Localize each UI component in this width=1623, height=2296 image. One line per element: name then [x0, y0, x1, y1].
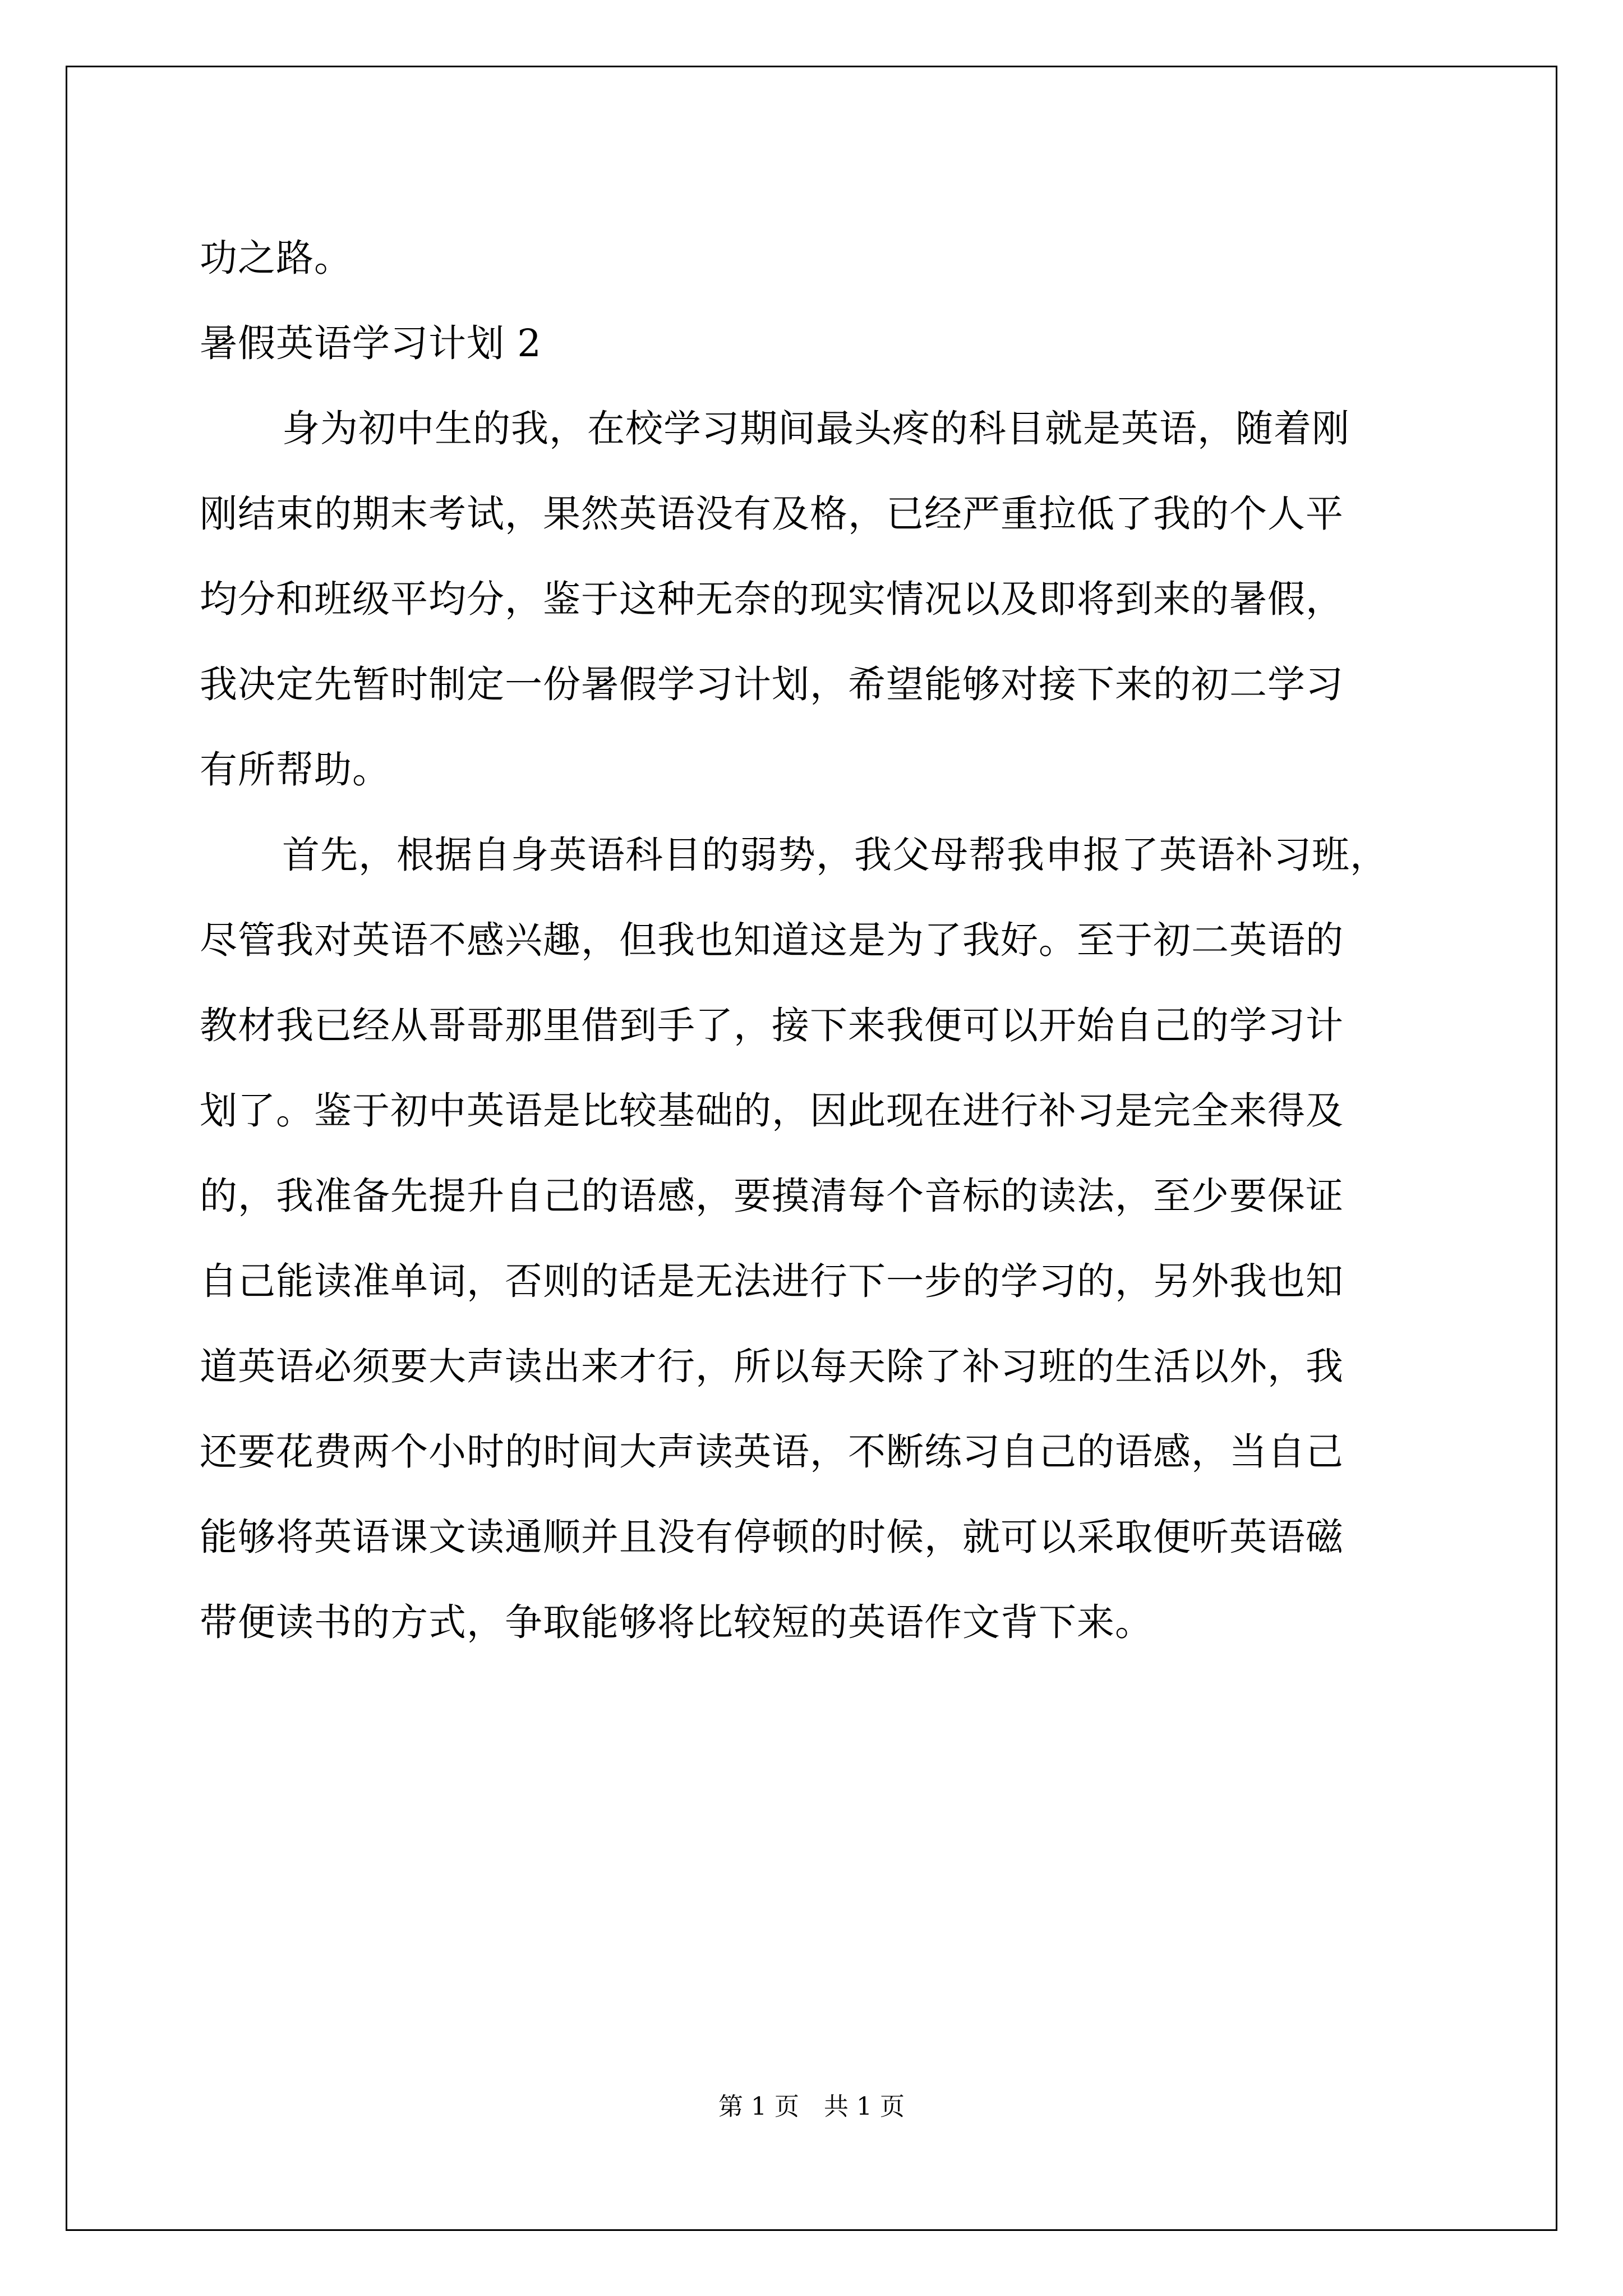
section-heading: 暑假英语学习计划 2	[200, 321, 542, 365]
text-line: 身为初中生的我，在校学习期间最头疼的科目就是英语，随着刚	[282, 407, 1350, 450]
text-line: 首先，根据自身英语科目的弱势，我父母帮我申报了英语补习班，	[282, 833, 1388, 877]
text-line: 教材我已经从哥哥那里借到手了，接下来我便可以开始自己的学习计	[200, 1004, 1344, 1047]
text-line: 还要花费两个小时的时间大声读英语，不断练习自己的语感，当自己	[200, 1430, 1344, 1474]
document-body	[200, 215, 1456, 1665]
text-line: 带便读书的方式，争取能够将比较短的英语作文背下来。	[200, 1600, 1153, 1644]
text-line: 划了。鉴于初中英语是比较基础的，因此现在进行补习是完全来得及	[200, 1089, 1344, 1133]
text-line: 功之路。	[200, 236, 352, 280]
text-line: 的，我准备先提升自己的语感，要摸清每个音标的读法，至少要保证	[200, 1174, 1344, 1218]
page-number-footer: 第 1 页 共 1 页	[718, 2092, 905, 2121]
text-line: 均分和班级平均分，鉴于这种无奈的现实情况以及即将到来的暑假，	[200, 577, 1344, 621]
text-line: 刚结束的期末考试，果然英语没有及格，已经严重拉低了我的个人平	[200, 492, 1344, 536]
text-line: 自己能读准单词，否则的话是无法进行下一步的学习的，另外我也知	[200, 1259, 1344, 1303]
text-line: 能够将英语课文读通顺并且没有停顿的时候，就可以采取便听英语磁	[200, 1515, 1344, 1559]
text-line: 道英语必须要大声读出来才行，所以每天除了补习班的生活以外，我	[200, 1345, 1344, 1388]
text-line: 有所帮助。	[200, 748, 390, 792]
text-line: 尽管我对英语不感兴趣，但我也知道这是为了我好。至于初二英语的	[200, 918, 1344, 962]
text-line: 我决定先暂时制定一份暑假学习计划，希望能够对接下来的初二学习	[200, 662, 1344, 706]
